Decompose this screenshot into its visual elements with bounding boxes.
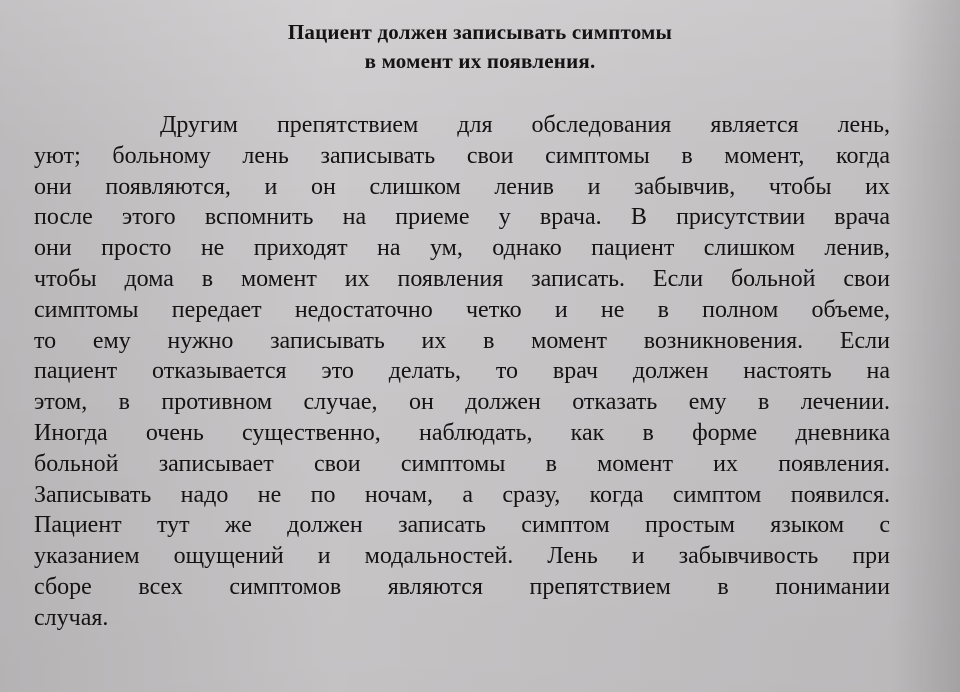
title-line-1: Пациент должен записывать симптомы	[287, 20, 673, 44]
paragraph-line: чтобы дома в момент их появления записать. Если больной свои	[34, 265, 890, 292]
paragraph-line: сборе всех симптомов являются препятствием в понимании	[34, 573, 890, 600]
paragraph-line: то ему нужно записывать их в момент возникновения. Если	[34, 327, 890, 354]
paragraph-line: симптомы передает недостаточно четко и не в полном объеме,	[34, 296, 890, 323]
paragraph-line: случая.	[34, 604, 109, 631]
paragraph-line: этом, в противном случае, он должен отказать ему в лечении.	[34, 389, 890, 416]
paragraph-line: пациент отказывается это делать, то врач должен настоять на	[34, 358, 890, 385]
paragraph	[34, 110, 890, 634]
paragraph-line: указанием ощущений и модальностей. Лень и забывчивость при	[34, 543, 890, 570]
paragraph-line: они просто не приходят на ум, однако пациент слишком ленив,	[34, 235, 890, 262]
paragraph-line: они появляются, и он слишком ленив и забывчив, чтобы их	[34, 173, 890, 200]
paragraph-line: после этого вспомнить на приеме у врача. В присутствии врача	[34, 204, 890, 231]
paragraph-line: Другим препятствием для обследования является лень,	[160, 112, 890, 138]
paragraph-line: больной записывает свои симптомы в момент их появления.	[34, 450, 890, 477]
document-title	[0, 18, 960, 76]
paragraph-line: Записывать надо не по ночам, а сразу, когда симптом появился.	[34, 481, 890, 508]
paragraph-line: уют; больному лень записывать свои симптомы в момент, когда	[34, 142, 890, 169]
paragraph-line: Иногда очень существенно, наблюдать, как в форме дневника	[34, 419, 890, 446]
page-shadow	[890, 0, 960, 692]
paragraph-line: Пациент тут же должен записать симптом простым языком с	[34, 512, 890, 539]
title-line-2: в момент их появления.	[364, 49, 596, 73]
